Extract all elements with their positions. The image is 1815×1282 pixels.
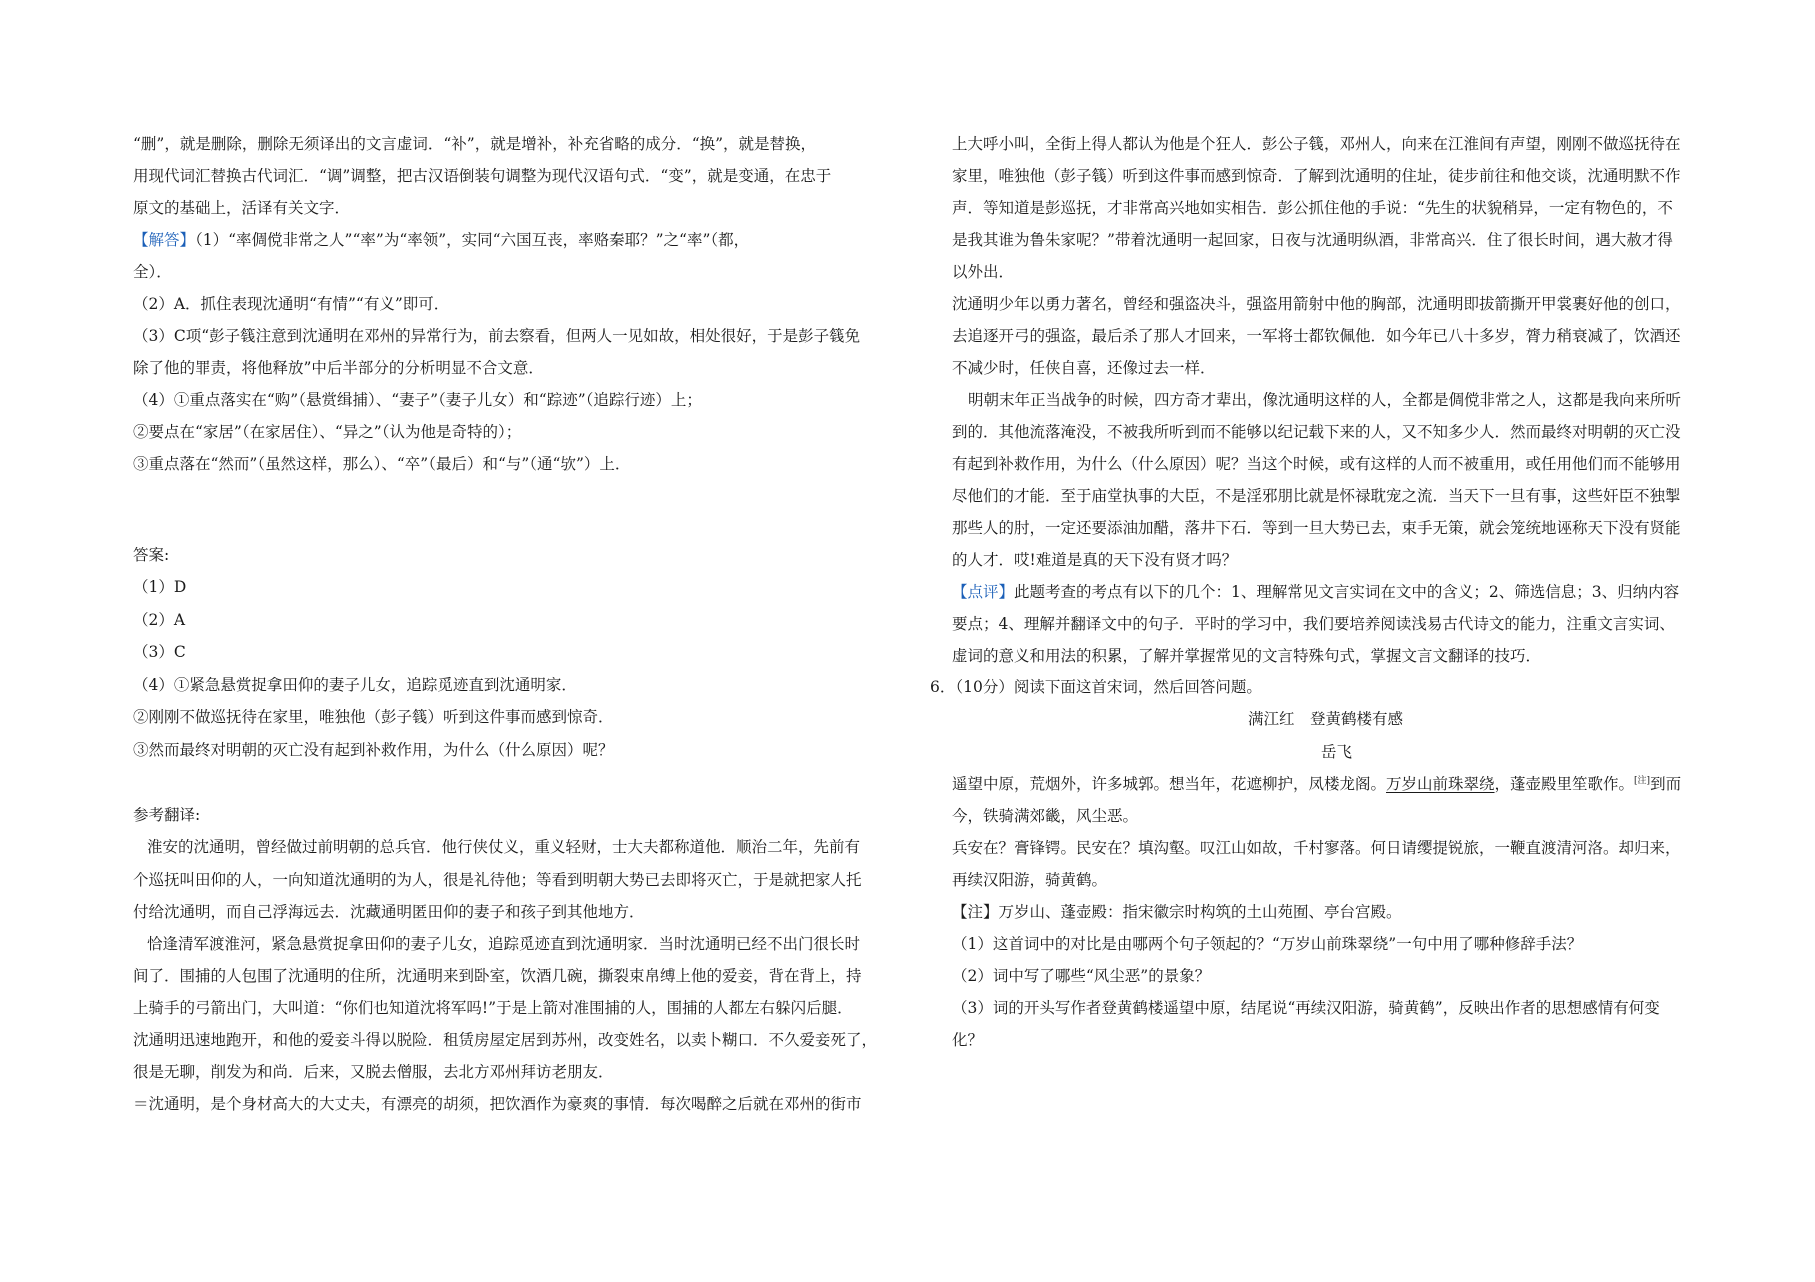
answer-line: ③然而最终对明朝的灭亡没有起到补救作用，为什么（什么原因）呢？ xyxy=(133,741,614,759)
text-line: 不减少时，任侠自喜，还像过去一样． xyxy=(952,359,1216,377)
poem-line: 今，铁骑满郊畿，风尘恶。 xyxy=(952,807,1139,825)
text-span: 此题考查的考点有以下的几个：1、理解常见文言实词在文中的含义；2、筛选信息；3、归纳内容 xyxy=(1014,583,1680,601)
translation-line: 间了．围捕的人包围了沈通明的住所，沈通明来到卧室，饮酒几碗，撕裂束帛缚上他的爱妾，背在背上，持 xyxy=(133,967,862,985)
text-line: 全）． xyxy=(133,263,172,281)
text-span: ，蓬壶殿里笙歌作。 xyxy=(1494,775,1635,793)
translation-line: 沈通明迅速地跑开，和他的爱妾斗得以脱险．租赁房屋定居到苏州，改变姓名，以卖卜糊口．不久爱妾死了， xyxy=(133,1031,878,1049)
translation-line: 恰逢清军渡淮河，紧急悬赏捉拿田仰的妻子儿女，追踪觅迹直到沈通明家．当时沈通明已经不出门很长时 xyxy=(147,935,861,953)
jieda-tag: 【解答】 xyxy=(133,231,196,249)
text-line: 以外出． xyxy=(952,263,1015,281)
text-line: 声．等知道是彭巡抚，才非常高兴地如实相告．彭公抓住他的手说：“先生的状貌稍异，一定有物色的，不 xyxy=(952,199,1673,217)
question-stem: （10分）阅读下面这首宋词，然后回答问题。 xyxy=(955,678,1262,696)
text-span: 遥望中原，荒烟外，许多城郭。想当年，花遮柳护，凤楼龙阁。 xyxy=(952,775,1387,793)
note-line: 【注】万岁山、蓬壶殿：指宋徽宗时构筑的土山苑囿、亭台宫殿。 xyxy=(952,903,1402,921)
text-line: 沈通明少年以勇力著名，曾经和强盗决斗，强盗用箭射中他的胸部，沈通明即拔箭撕开甲裳裹好他的创口， xyxy=(952,295,1681,313)
answer-line: （2）A xyxy=(133,611,186,629)
text-line: 虚词的意义和用法的积累，了解并掌握常见的文言特殊句式，掌握文言文翻译的技巧． xyxy=(952,647,1542,665)
text-line: 用现代词汇替换古代词汇．“调”调整，把古汉语倒装句调整为现代汉语句式．“变”，就是变通，在忠于 xyxy=(133,167,832,185)
answer-line: ②刚刚不做巡抚待在家里，唯独他（彭子篯）听到这件事而感到惊奇． xyxy=(133,708,614,726)
text-line: 上大呼小叫，全街上得人都认为他是个狂人．彭公子篯，邓州人，向来在江淮间有声望，刚刚不做巡抚待在 xyxy=(952,135,1681,153)
poem-line: 再续汉阳游，骑黄鹤。 xyxy=(952,871,1108,889)
text-line: 的人才．哎!难道是真的天下没有贤才吗？ xyxy=(952,551,1238,569)
translation-title: 参考翻译: xyxy=(133,806,201,824)
poem-title: 满江红 登黄鹤楼有感 xyxy=(1248,710,1404,728)
text-line: ②要点在“家居”（在家居住）、“异之”（认为他是奇特的）； xyxy=(133,423,522,441)
translation-line: 付给沈通明，而自己浮海远去．沈藏通明匿田仰的妻子和孩子到其他地方． xyxy=(133,903,645,921)
text-line: 原文的基础上，活译有关文字． xyxy=(133,199,351,217)
text-line: （3）C项“彭子篯注意到沈通明在邓州的异常行为，前去察看，但两人一见如故，相处很好，于是彭子篯免 xyxy=(133,327,861,345)
translation-line: 个巡抚叫田仰的人，一向知道沈通明的为人，很是礼待他；等看到明朝大势已去即将灭亡，于是就把家人托 xyxy=(133,871,862,889)
poem-line xyxy=(952,777,1681,793)
text-line: 去追逐开弓的强盗，最后杀了那人才回来，一军将士都钦佩他．如今年已八十多岁，膂力稍衰减了，饮酒还 xyxy=(952,327,1681,345)
answer-line: （3）C xyxy=(133,643,186,661)
sub-question: （3）词的开头写作者登黄鹤楼遥望中原，结尾说“再续汉阳游，骑黄鹤”，反映出作者的思想感情有何变 xyxy=(952,999,1660,1017)
sub-question: （1）这首词中的对比是由哪两个句子领起的？“万岁山前珠翠绕”一句中用了哪种修辞手法？ xyxy=(952,935,1583,953)
answer-line: （4）①紧急悬赏捉拿田仰的妻子儿女，追踪觅迹直到沈通明家． xyxy=(133,676,577,694)
text-line: 那些人的肘，一定还要添油加醋，落井下石．等到一旦大势已去，束手无策，就会笼统地诬称天下没有贤能 xyxy=(952,519,1681,537)
translation-line: 淮安的沈通明，曾经做过前明朝的总兵官．他行侠仗义，重义轻财，士大夫都称道他．顺治二年，先前有 xyxy=(147,838,861,856)
text-line: 要点；4、理解并翻译文中的句子．平时的学习中，我们要培养阅读浅易古代诗文的能力，注重文言实词、 xyxy=(952,615,1675,633)
answer-title: 答案: xyxy=(133,546,170,564)
question-line xyxy=(930,680,1262,696)
text-line: （4）①重点落实在“购”（悬赏缉捕）、“妻子”（妻子儿女）和“踪迹”（追踪行迹）上； xyxy=(133,391,702,409)
text-line: 明朝末年正当战争的时候，四方奇才辈出，像沈通明这样的人，全都是倜傥非常之人，这都是我向来所听 xyxy=(968,391,1682,409)
poem-author: 岳飞 xyxy=(1321,743,1353,761)
text-span: （1）“率倜傥非常之人”“率”为“率领”，实同“六国互丧，率赂秦耶？”之“率”（都， xyxy=(195,231,750,249)
jieda-line xyxy=(133,233,749,249)
translation-line: 上骑手的弓箭出门，大叫道：“你们也知道沈将军吗!”于是上箭对准围捕的人，围捕的人都左右躲闪后腿． xyxy=(133,999,853,1017)
text-line: 到的．其他流落淹没，不被我所听到而不能够以纪记载下来的人，又不知多少人．然而最终对明朝的灭亡没 xyxy=(952,423,1681,441)
text-span: 到而 xyxy=(1650,775,1682,793)
dianping-line xyxy=(952,585,1679,601)
text-line: 尽他们的才能．至于庙堂执事的大臣，不是淫邪朋比就是怀禄耽宠之流．当天下一旦有事，这些奸臣不独掣 xyxy=(952,487,1681,505)
text-line: （2）A．抓住表现沈通明“有情”“有义”即可． xyxy=(133,295,450,313)
text-line: ③重点落在“然而”（虽然这样，那么）、“卒”（最后）和“与”（通“欤”）上． xyxy=(133,455,631,473)
text-line: 除了他的罪责，将他释放”中后半部分的分析明显不合文意． xyxy=(133,359,544,377)
text-line: “删”，就是删除，删除无须译出的文言虚词．“补”，就是增补，补充省略的成分．“换”，就是替换， xyxy=(133,135,817,153)
answer-line: （1）D xyxy=(133,578,187,596)
text-line: 家里，唯独他（彭子篯）听到这件事而感到惊奇．了解到沈通明的住址，徒步前往和他交谈，沈通明默不作 xyxy=(952,167,1681,185)
translation-line: ＝沈通明，是个身材高大的大丈夫，有漂亮的胡须，把饮酒作为豪爽的事情．每次喝醉之后就在邓州的街市 xyxy=(133,1095,862,1113)
poem-line: 兵安在？膏锋锷。民安在？填沟壑。叹江山如故，千村寥落。何日请缨提锐旅，一鞭直渡清河洛。却归来， xyxy=(952,839,1681,857)
translation-line: 很是无聊，削发为和尚．后来，又脱去僧服，去北方邓州拜访老朋友． xyxy=(133,1063,614,1081)
text-line: 有起到补救作用，为什么（什么原因）呢？当这个时候，或有这样的人而不被重用，或任用他们而不能够用 xyxy=(952,455,1681,473)
sub-question: （2）词中写了哪些“风尘恶”的景象？ xyxy=(952,967,1211,985)
underlined-text: 万岁山前珠翠绕 xyxy=(1386,775,1495,793)
note-marker: [注] xyxy=(1634,776,1651,786)
sub-question: 化？ xyxy=(952,1031,984,1049)
dianping-tag: 【点评】 xyxy=(952,583,1015,601)
text-line: 是我其谁为鲁朱家呢？”带着沈通明一起回家，日夜与沈通明纵酒，非常高兴．住了很长时间，遇大赦才得 xyxy=(952,231,1673,249)
question-number: 6． xyxy=(930,678,956,696)
